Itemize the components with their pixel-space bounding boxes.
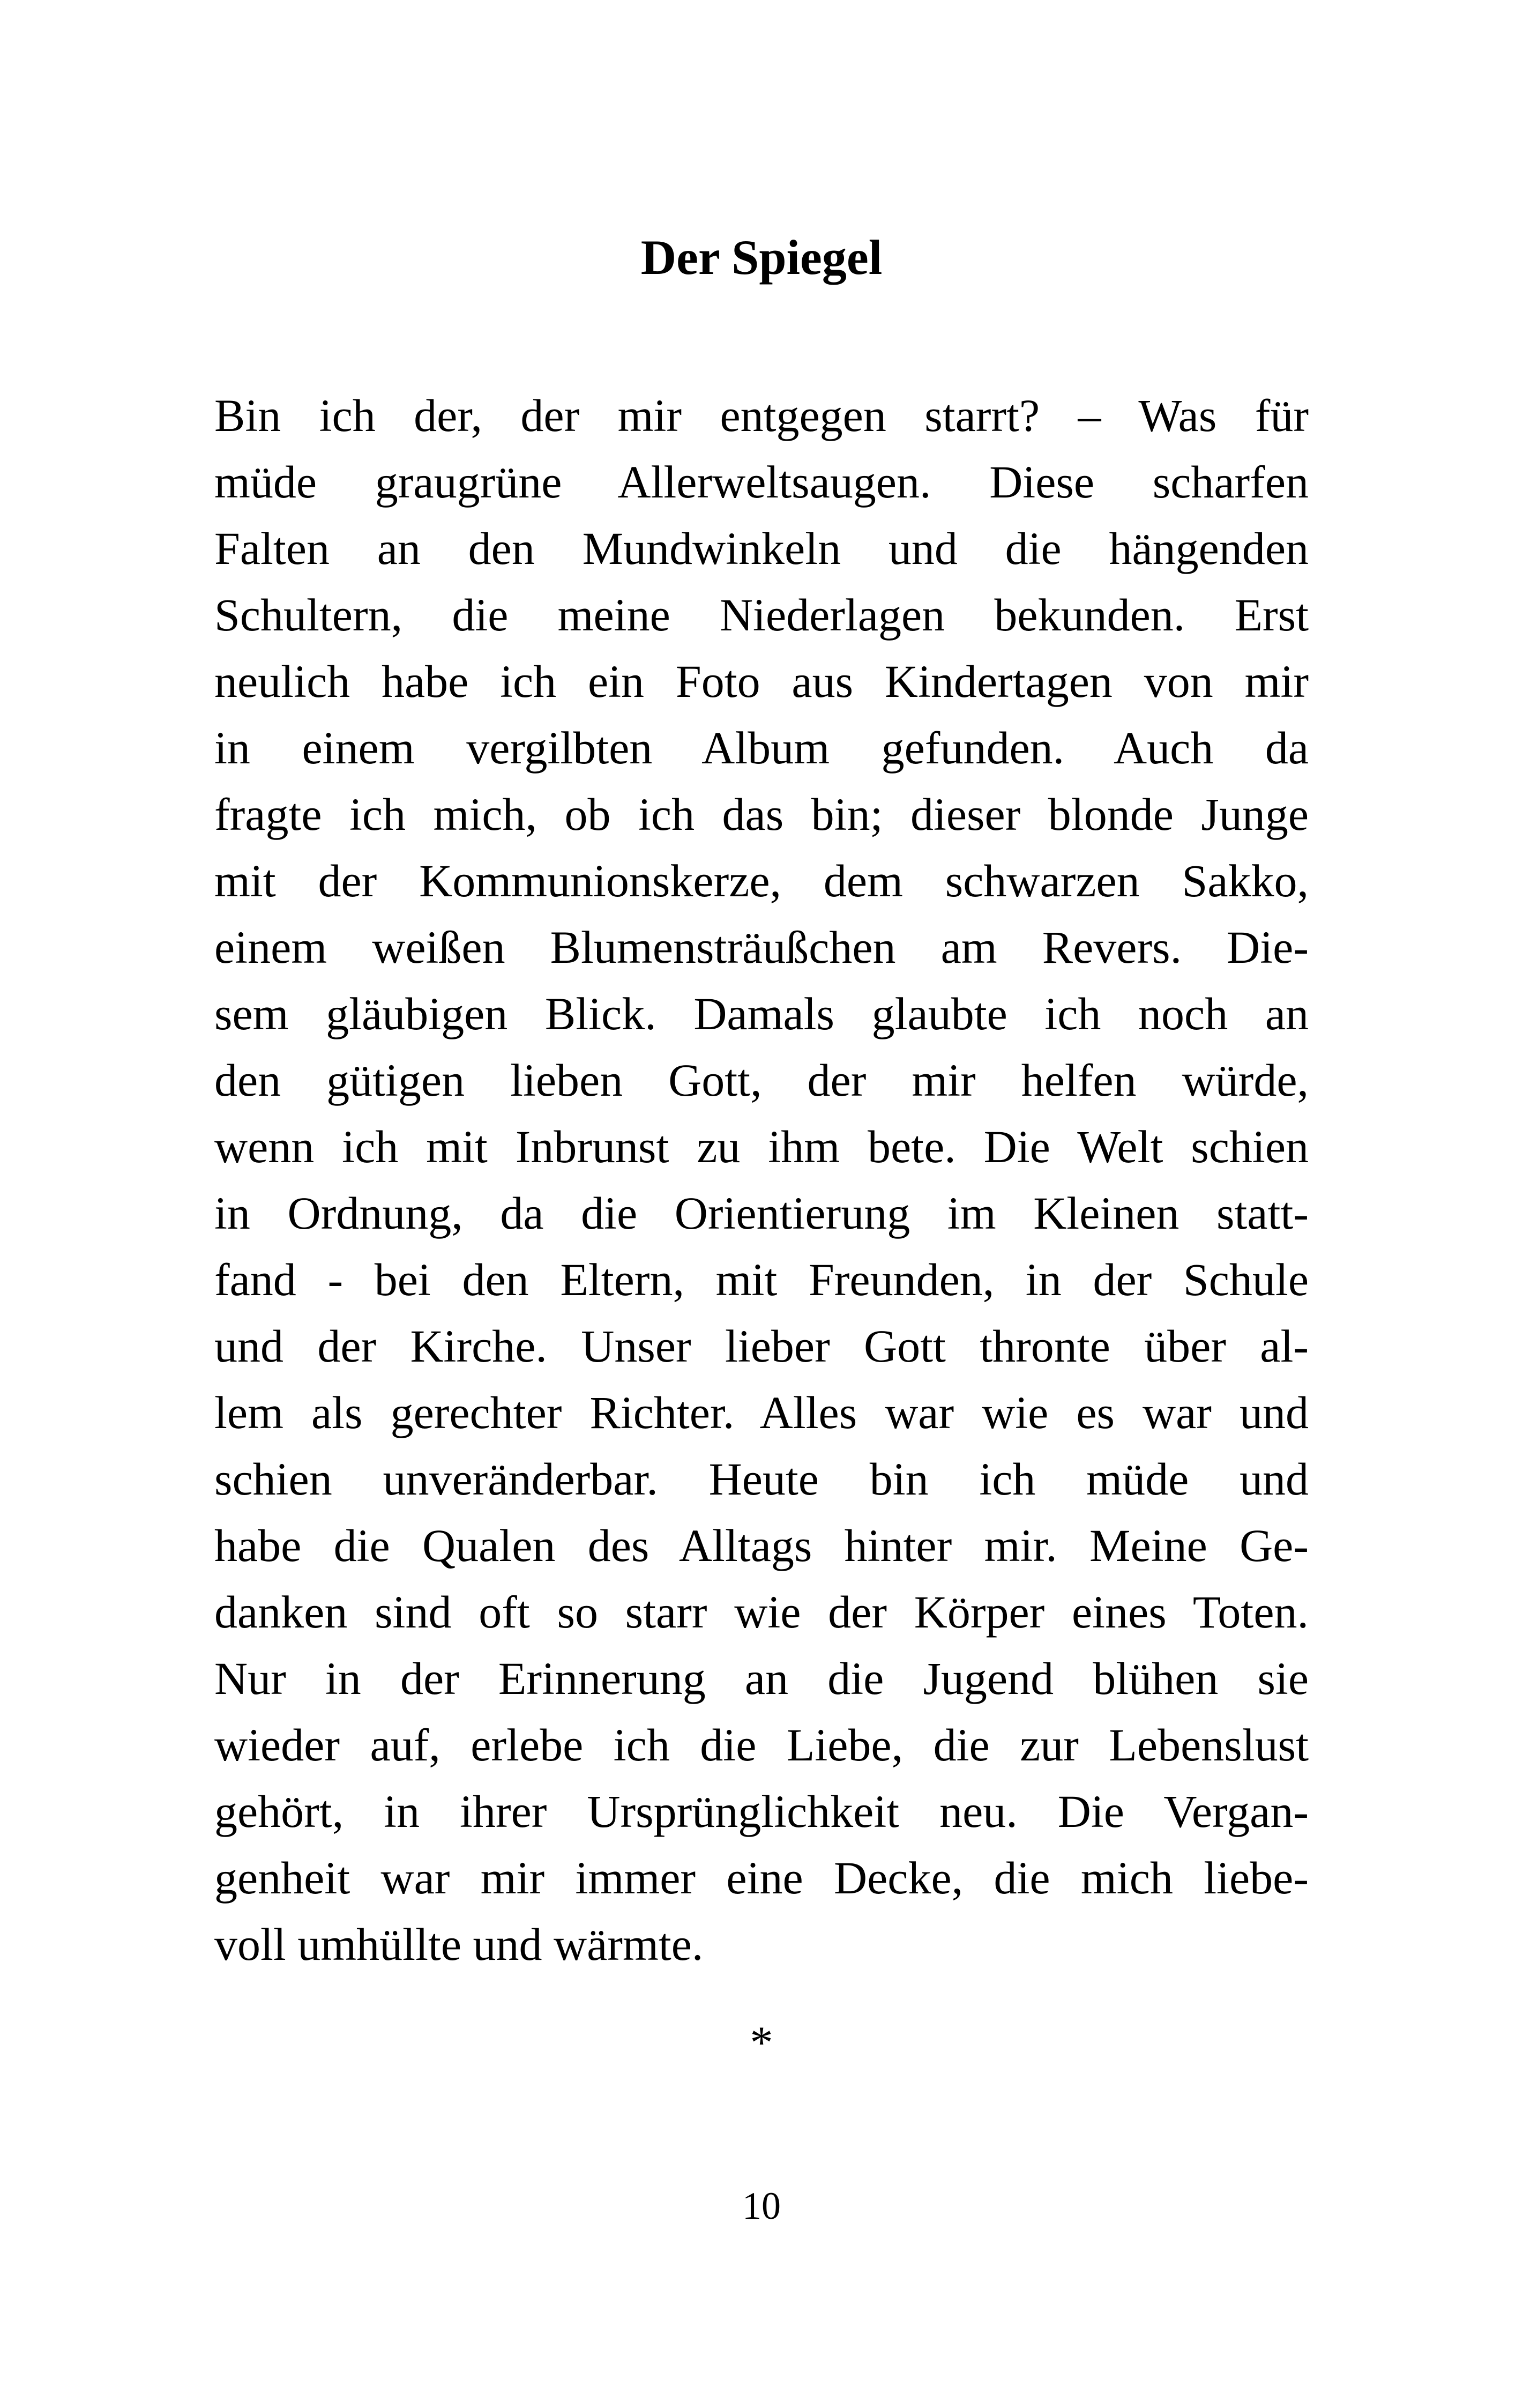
text-line: in Ordnung, da die Orientierung im Kleinen statt-	[214, 1187, 1309, 1239]
chapter-title: Der Spiegel	[640, 230, 883, 285]
text-line: voll umhüllte und wärmte.	[214, 1919, 704, 1970]
text-line: gehört, in ihrer Ursprünglichkeit neu. Die Vergan-	[214, 1786, 1309, 1837]
text-line: Bin ich der, der mir entgegen starrt? – Was für	[214, 390, 1309, 441]
text-line: wieder auf, erlebe ich die Liebe, die zur Lebenslust	[214, 1719, 1309, 1771]
text-line: in einem vergilbten Album gefunden. Auch da	[214, 722, 1309, 774]
text-line: genheit war mir immer eine Decke, die mich liebe-	[214, 1852, 1309, 1904]
text-line: lem als gerechter Richter. Alles war wie es war und	[214, 1387, 1309, 1438]
body-paragraph	[214, 382, 1309, 1978]
text-line: Nur in der Erinnerung an die Jugend blühen sie	[214, 1653, 1309, 1704]
text-line: wenn ich mit Inbrunst zu ihm bete. Die Welt schien	[214, 1121, 1309, 1172]
text-line: sem gläubigen Blick. Damals glaubte ich noch an	[214, 988, 1309, 1039]
text-line: mit der Kommunionskerze, dem schwarzen Sakko,	[214, 855, 1309, 906]
text-line: fragte ich mich, ob ich das bin; dieser blonde Junge	[214, 789, 1309, 840]
text-line: danken sind oft so starr wie der Körper eines Toten.	[214, 1586, 1309, 1638]
text-line: Schultern, die meine Niederlagen bekunden. Erst	[214, 589, 1309, 641]
text-line: einem weißen Blumensträußchen am Revers. Die-	[214, 921, 1309, 973]
text-line: fand - bei den Eltern, mit Freunden, in der Schule	[214, 1254, 1309, 1305]
text-line: und der Kirche. Unser lieber Gott thronte über al-	[214, 1320, 1309, 1372]
text-line: den gütigen lieben Gott, der mir helfen würde,	[214, 1054, 1309, 1106]
page-number: 10	[742, 2184, 781, 2227]
text-line: schien unveränderbar. Heute bin ich müde und	[214, 1453, 1309, 1505]
section-separator: *	[750, 2017, 773, 2068]
text-line: neulich habe ich ein Foto aus Kindertagen von mir	[214, 656, 1309, 707]
text-line: müde graugrüne Allerweltsaugen. Diese scharfen	[214, 456, 1309, 508]
text-line: habe die Qualen des Alltags hinter mir. Meine Ge-	[214, 1520, 1309, 1571]
text-line: Falten an den Mundwinkeln und die hängenden	[214, 523, 1309, 574]
